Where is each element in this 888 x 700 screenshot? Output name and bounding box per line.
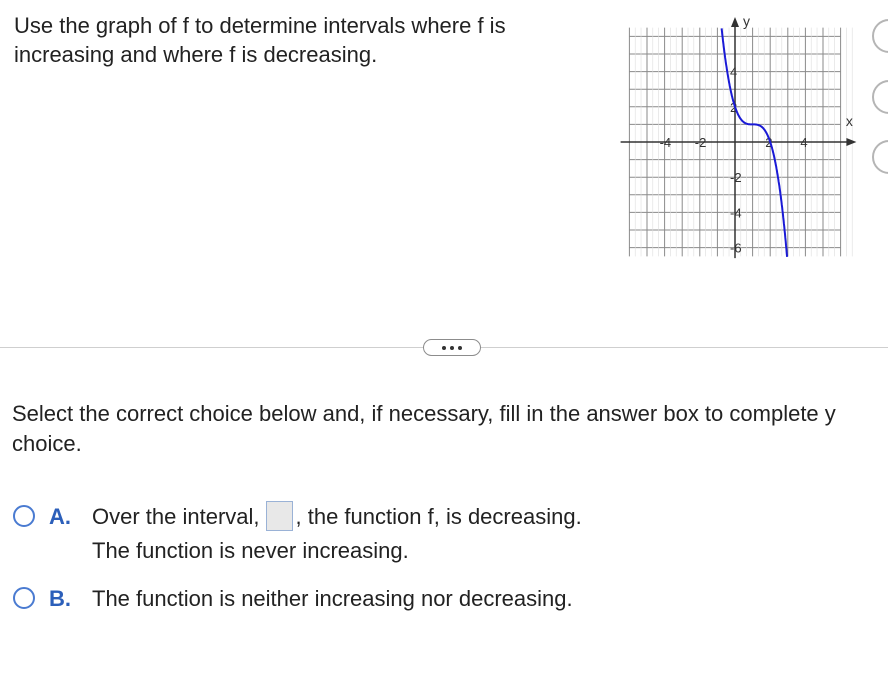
- side-tool-button-3[interactable]: [872, 140, 888, 174]
- ellipsis-icon: [442, 346, 446, 350]
- x-tick-label: 2: [765, 135, 773, 150]
- x-axis-label: x: [845, 113, 853, 129]
- choice-a-letter: A.: [49, 504, 71, 529]
- x-tick-label: 4: [800, 135, 808, 150]
- ellipsis-icon: [458, 346, 462, 350]
- question-line-2: increasing and where f is decreasing.: [14, 42, 378, 67]
- side-tool-button-2[interactable]: [872, 80, 888, 114]
- expand-more-button[interactable]: [423, 339, 481, 356]
- function-graph: [610, 14, 870, 274]
- side-tool-button-1[interactable]: [872, 19, 888, 53]
- choice-a[interactable]: [13, 500, 582, 568]
- choice-b-radio[interactable]: [13, 587, 35, 609]
- choice-b[interactable]: [13, 582, 573, 616]
- choice-a-text-after: , the function f, is decreasing.: [295, 504, 582, 529]
- instruction-text: [12, 399, 888, 459]
- instruction-line-1: Select the correct choice below and, if necessary, fill in the answer box to complete y: [12, 401, 836, 426]
- y-tick-label: -4: [730, 205, 742, 221]
- y-tick-label: -2: [730, 170, 742, 186]
- choice-a-text-before: Over the interval,: [92, 504, 260, 529]
- choice-a-line-2: The function is never increasing.: [92, 538, 409, 563]
- interval-answer-box[interactable]: [266, 501, 293, 531]
- question-line-1: Use the graph of f to determine intervals where f is: [14, 13, 506, 38]
- y-tick-label: 2: [730, 99, 738, 115]
- x-tick-label: -2: [694, 135, 707, 150]
- question-text: [14, 11, 574, 69]
- y-axis-label: y: [743, 14, 750, 29]
- instruction-line-2: choice.: [12, 431, 82, 456]
- y-axis-arrow-icon: [731, 17, 739, 27]
- x-axis-arrow-icon: [846, 138, 856, 146]
- choice-a-body: [92, 500, 582, 568]
- y-tick-label: 4: [730, 64, 738, 80]
- ellipsis-icon: [450, 346, 454, 350]
- graph-axes: [621, 14, 857, 258]
- y-tick-label: -6: [730, 240, 742, 256]
- x-tick-label: -4: [659, 135, 672, 150]
- choice-b-text: The function is neither increasing nor decreasing.: [92, 586, 573, 611]
- choice-b-letter: B.: [49, 586, 71, 611]
- choice-a-radio[interactable]: [13, 505, 35, 527]
